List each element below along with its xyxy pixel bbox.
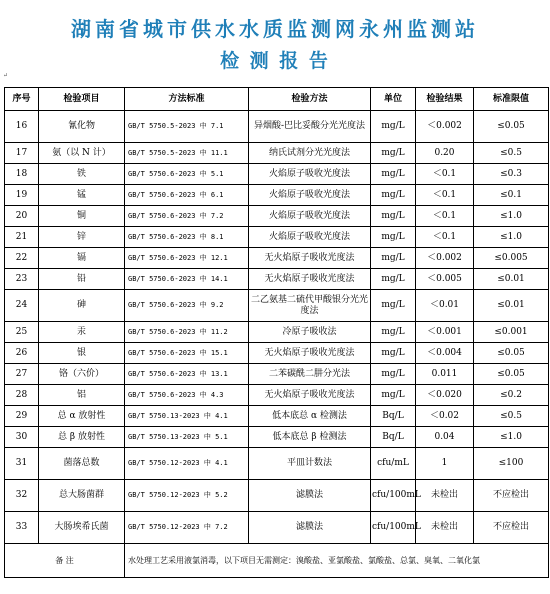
row-method: 火焰原子吸收光度法 [249, 185, 371, 206]
row-no: 17 [5, 143, 39, 164]
row-method: 滤膜法 [249, 480, 371, 512]
row-result: ＜0.001 [416, 322, 474, 343]
row-unit: mg/L [371, 322, 416, 343]
row-limit: ≤0.01 [474, 290, 549, 322]
report-subtitle: 检 测 报 告 [220, 50, 330, 72]
col-header-method: 检验方法 [249, 88, 371, 111]
row-limit: ≤0.1 [474, 185, 549, 206]
row-unit: mg/L [371, 248, 416, 269]
row-no: 33 [5, 512, 39, 544]
col-header-limit: 标准限值 [474, 88, 549, 111]
row-unit: mg/L [371, 206, 416, 227]
row-unit: mg/L [371, 290, 416, 322]
row-item: 砷 [39, 290, 125, 322]
row-limit: ≤1.0 [474, 227, 549, 248]
table-row [5, 406, 549, 427]
row-limit: ≤0.005 [474, 248, 549, 269]
table-row [5, 290, 549, 322]
row-standard: GB/T 5750.6-2023 中 9.2 [125, 290, 249, 322]
row-no: 31 [5, 448, 39, 480]
row-item: 锰 [39, 185, 125, 206]
note-label: 备 注 [5, 544, 125, 578]
row-no: 23 [5, 269, 39, 290]
col-header-unit: 单位 [371, 88, 416, 111]
row-unit: mg/L [371, 143, 416, 164]
row-unit: cfu/100mL [371, 512, 416, 544]
row-result: ＜0.005 [416, 269, 474, 290]
row-unit: mg/L [371, 185, 416, 206]
row-unit: mg/L [371, 111, 416, 143]
row-method: 异烟酸-巴比妥酸分光光度法 [249, 111, 371, 143]
table-row [5, 322, 549, 343]
row-item: 铁 [39, 164, 125, 185]
row-standard: GB/T 5750.6-2023 中 7.2 [125, 206, 249, 227]
row-method: 低本底总 α 检测法 [249, 406, 371, 427]
row-item: 菌落总数 [39, 448, 125, 480]
table-row [5, 343, 549, 364]
table-row [5, 248, 549, 269]
row-no: 21 [5, 227, 39, 248]
row-standard: GB/T 5750.6-2023 中 15.1 [125, 343, 249, 364]
row-no: 24 [5, 290, 39, 322]
row-result: ＜0.002 [416, 248, 474, 269]
table-row [5, 206, 549, 227]
row-method: 二乙氨基二硫代甲酸银分光光度法 [249, 290, 371, 322]
row-no: 20 [5, 206, 39, 227]
row-result: ＜0.1 [416, 227, 474, 248]
row-no: 28 [5, 385, 39, 406]
row-result: 未检出 [416, 512, 474, 544]
row-method: 低本底总 β 检测法 [249, 427, 371, 448]
report-title: 湖南省城市供水水质监测网永州监测站 [71, 17, 479, 41]
row-no: 29 [5, 406, 39, 427]
row-limit: ≤0.05 [474, 343, 549, 364]
row-limit: ≤0.01 [474, 269, 549, 290]
row-result: ＜0.1 [416, 206, 474, 227]
row-result: ＜0.002 [416, 111, 474, 143]
row-method: 火焰原子吸收光度法 [249, 206, 371, 227]
table-row [5, 385, 549, 406]
row-limit: ≤100 [474, 448, 549, 480]
row-method: 火焰原子吸收光度法 [249, 227, 371, 248]
row-standard: GB/T 5750.13-2023 中 5.1 [125, 427, 249, 448]
table-row [5, 164, 549, 185]
row-standard: GB/T 5750.6-2023 中 6.1 [125, 185, 249, 206]
row-standard: GB/T 5750.6-2023 中 4.3 [125, 385, 249, 406]
row-standard: GB/T 5750.5-2023 中 11.1 [125, 143, 249, 164]
row-item: 大肠埃希氏菌 [39, 512, 125, 544]
row-result: ＜0.1 [416, 164, 474, 185]
row-unit: mg/L [371, 364, 416, 385]
col-header-item: 检验项目 [39, 88, 125, 111]
row-standard: GB/T 5750.12-2023 中 7.2 [125, 512, 249, 544]
results-table [4, 87, 549, 578]
row-no: 19 [5, 185, 39, 206]
row-item: 银 [39, 343, 125, 364]
row-standard: GB/T 5750.6-2023 中 13.1 [125, 364, 249, 385]
table-header-row [5, 88, 549, 111]
table-row [5, 364, 549, 385]
row-result: ＜0.01 [416, 290, 474, 322]
row-limit: ≤0.001 [474, 322, 549, 343]
row-method: 无火焰原子吸收光度法 [249, 343, 371, 364]
col-header-standard: 方法标准 [125, 88, 249, 111]
row-unit: mg/L [371, 385, 416, 406]
table-row [5, 427, 549, 448]
row-unit: mg/L [371, 343, 416, 364]
row-method: 纳氏试剂分光光度法 [249, 143, 371, 164]
row-no: 16 [5, 111, 39, 143]
row-method: 无火焰原子吸收光度法 [249, 269, 371, 290]
row-result: ＜0.004 [416, 343, 474, 364]
row-standard: GB/T 5750.5-2023 中 7.1 [125, 111, 249, 143]
row-limit: ≤0.5 [474, 406, 549, 427]
row-result: 1 [416, 448, 474, 480]
row-result: ＜0.020 [416, 385, 474, 406]
row-item: 铅 [39, 269, 125, 290]
row-method: 无火焰原子吸收光度法 [249, 385, 371, 406]
row-no: 27 [5, 364, 39, 385]
row-standard: GB/T 5750.6-2023 中 11.2 [125, 322, 249, 343]
row-item: 锌 [39, 227, 125, 248]
row-unit: Bq/L [371, 406, 416, 427]
table-row [5, 448, 549, 480]
col-header-result: 检验结果 [416, 88, 474, 111]
row-no: 26 [5, 343, 39, 364]
table-row [5, 227, 549, 248]
paragraph-mark: ↵ [3, 72, 9, 79]
row-standard: GB/T 5750.6-2023 中 5.1 [125, 164, 249, 185]
row-standard: GB/T 5750.6-2023 中 14.1 [125, 269, 249, 290]
note-text: 水处理工艺采用液氯消毒，以下项目无需测定：溴酸盐、亚氯酸盐、氯酸盐、总氯、臭氧、二氧化氯 [125, 544, 549, 578]
row-no: 32 [5, 480, 39, 512]
row-no: 25 [5, 322, 39, 343]
row-limit: 不应检出 [474, 512, 549, 544]
table-row [5, 480, 549, 512]
row-unit: cfu/100mL [371, 480, 416, 512]
row-standard: GB/T 5750.12-2023 中 4.1 [125, 448, 249, 480]
row-limit: ≤1.0 [474, 427, 549, 448]
col-header-no: 序号 [5, 88, 39, 111]
row-limit: ≤0.05 [474, 364, 549, 385]
table-row [5, 185, 549, 206]
row-limit: ≤0.3 [474, 164, 549, 185]
row-unit: mg/L [371, 164, 416, 185]
row-method: 冷原子吸收法 [249, 322, 371, 343]
row-item: 镉 [39, 248, 125, 269]
row-item: 铬（六价） [39, 364, 125, 385]
row-result: 未检出 [416, 480, 474, 512]
table-row [5, 269, 549, 290]
row-limit: 不应检出 [474, 480, 549, 512]
row-no: 18 [5, 164, 39, 185]
row-unit: mg/L [371, 227, 416, 248]
row-item: 铝 [39, 385, 125, 406]
table-row [5, 111, 549, 143]
row-item: 铜 [39, 206, 125, 227]
row-unit: Bq/L [371, 427, 416, 448]
row-method: 平皿计数法 [249, 448, 371, 480]
row-limit: ≤1.0 [474, 206, 549, 227]
row-no: 22 [5, 248, 39, 269]
row-standard: GB/T 5750.13-2023 中 4.1 [125, 406, 249, 427]
row-method: 二苯碳酰二肼分光法 [249, 364, 371, 385]
row-unit: mg/L [371, 269, 416, 290]
table-row [5, 143, 549, 164]
row-limit: ≤0.5 [474, 143, 549, 164]
row-item: 汞 [39, 322, 125, 343]
row-result: 0.011 [416, 364, 474, 385]
row-item: 氰化物 [39, 111, 125, 143]
table-row [5, 512, 549, 544]
row-unit: cfu/mL [371, 448, 416, 480]
row-standard: GB/T 5750.12-2023 中 5.2 [125, 480, 249, 512]
row-method: 滤膜法 [249, 512, 371, 544]
row-limit: ≤0.05 [474, 111, 549, 143]
row-item: 总 α 放射性 [39, 406, 125, 427]
row-item: 氨（以 N 计） [39, 143, 125, 164]
row-standard: GB/T 5750.6-2023 中 8.1 [125, 227, 249, 248]
note-row [5, 544, 549, 578]
row-item: 总大肠菌群 [39, 480, 125, 512]
row-result: 0.20 [416, 143, 474, 164]
row-result: ＜0.02 [416, 406, 474, 427]
row-result: ＜0.1 [416, 185, 474, 206]
row-item: 总 β 放射性 [39, 427, 125, 448]
row-limit: ≤0.2 [474, 385, 549, 406]
row-no: 30 [5, 427, 39, 448]
row-method: 火焰原子吸收光度法 [249, 164, 371, 185]
row-method: 无火焰原子吸收光度法 [249, 248, 371, 269]
row-standard: GB/T 5750.6-2023 中 12.1 [125, 248, 249, 269]
row-result: 0.04 [416, 427, 474, 448]
